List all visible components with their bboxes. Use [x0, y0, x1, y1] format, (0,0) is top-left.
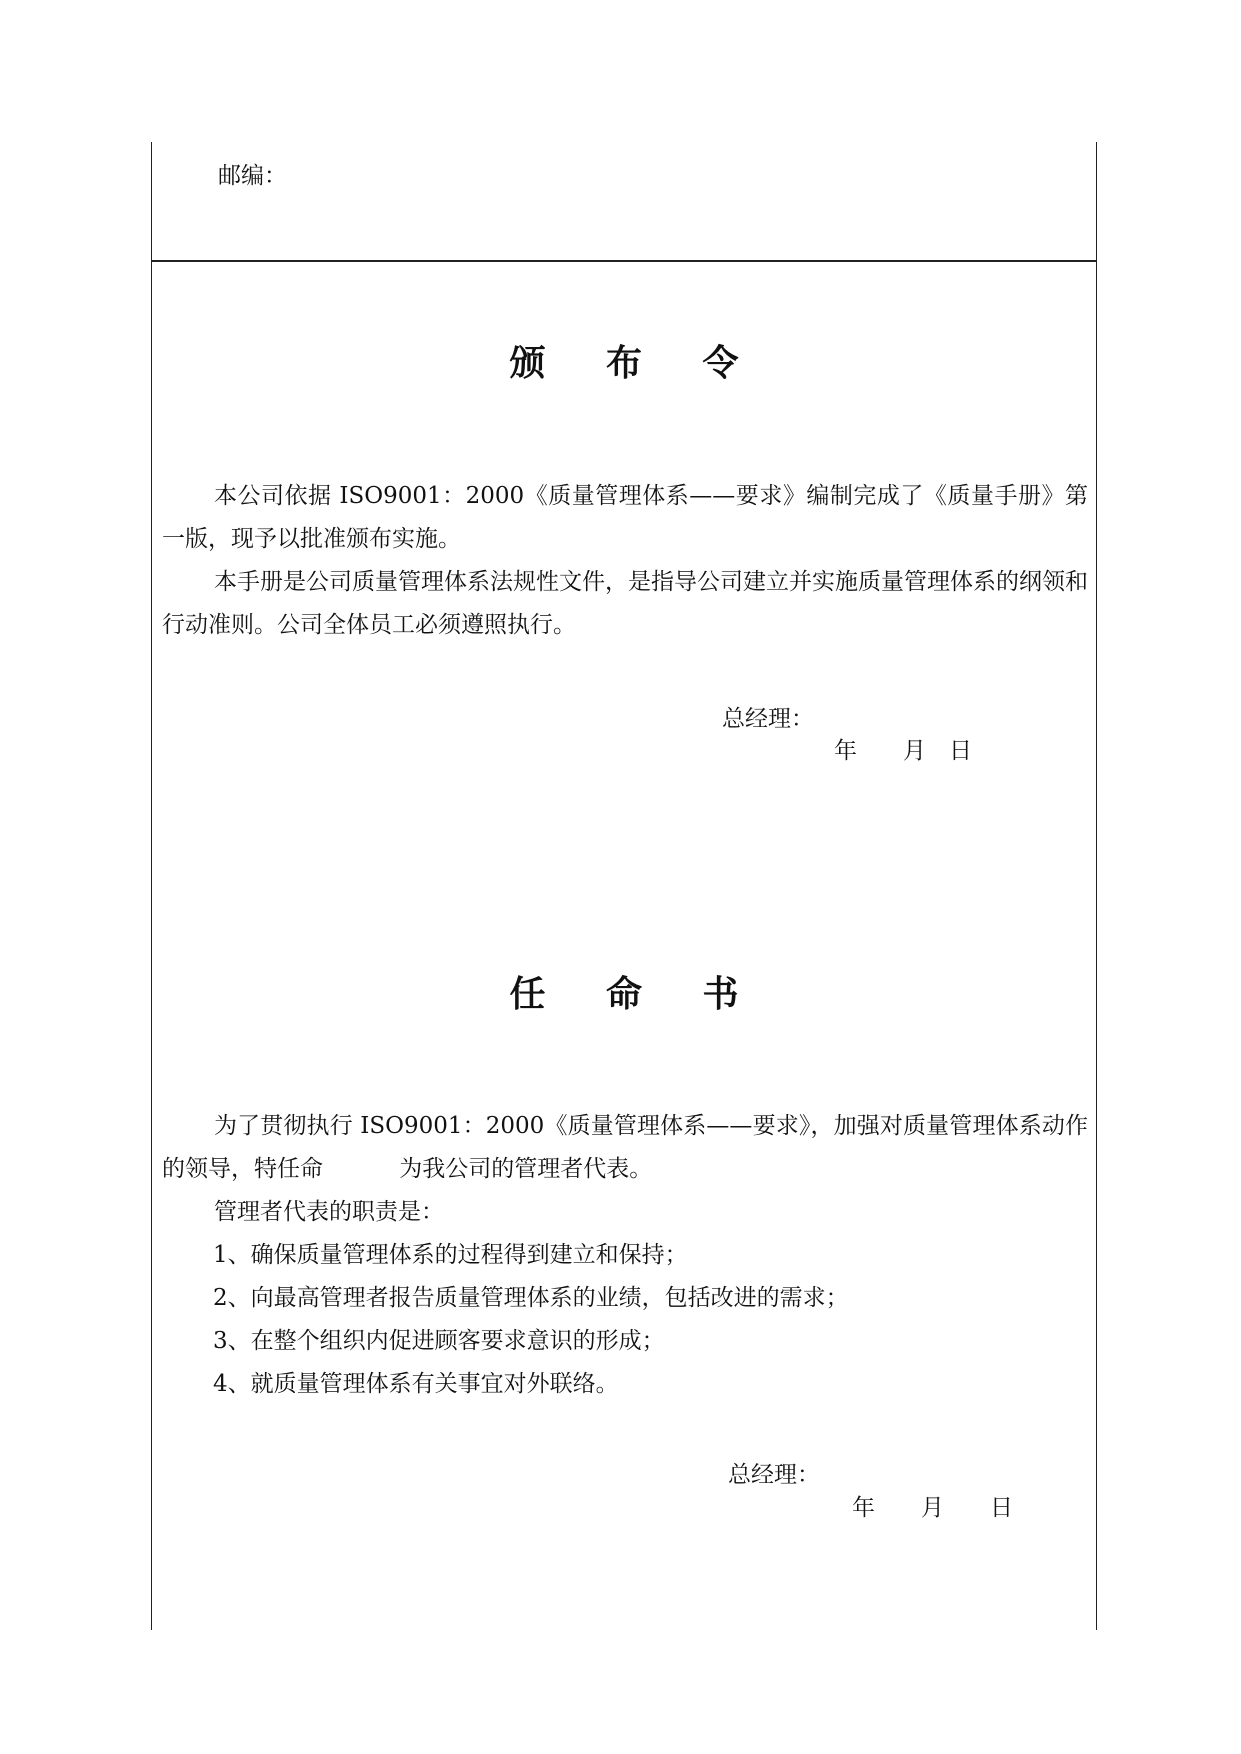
decree-paragraph-1: 本公司依据 ISO9001：2000《质量管理体系——要求》编制完成了《质量手册》第一版，现予以批准颁布实施。	[162, 483, 1088, 552]
list-item: 3、在整个组织内促进顾客要求意识的形成；	[213, 1328, 665, 1354]
decree-signer-label: 总经理：	[722, 706, 814, 732]
appointment-paragraph-2: 管理者代表的职责是：	[214, 1199, 444, 1225]
appointment-body	[162, 1105, 1088, 1234]
decree-paragraph-2: 本手册是公司质量管理体系法规性文件，是指导公司建立并实施质量管理体系的纲领和行动准则。公司全体员工必须遵照执行。	[162, 569, 1088, 638]
decree-body	[162, 475, 1088, 647]
appointment-title: 任 命 书	[509, 973, 763, 1015]
appointment-signer-label: 总经理：	[728, 1462, 820, 1488]
table-row-divider	[151, 260, 1097, 262]
duties-list	[213, 1234, 849, 1406]
list-item: 2、向最高管理者报告质量管理体系的业绩，包括改进的需求；	[213, 1285, 849, 1311]
appointment-date-line: 年 月 日	[852, 1495, 1013, 1521]
list-item: 1、确保质量管理体系的过程得到建立和保持；	[213, 1242, 688, 1268]
list-item: 4、就质量管理体系有关事宜对外联络。	[213, 1371, 619, 1397]
postcode-label: 邮编：	[218, 163, 287, 189]
decree-date-line: 年 月 日	[834, 738, 972, 764]
appointment-paragraph-1: 为了贯彻执行 ISO9001：2000《质量管理体系——要求》，加强对质量管理体系动作的领导，特任命 为我公司的管理者代表。	[162, 1113, 1088, 1182]
decree-title: 颁 布 令	[509, 342, 763, 384]
